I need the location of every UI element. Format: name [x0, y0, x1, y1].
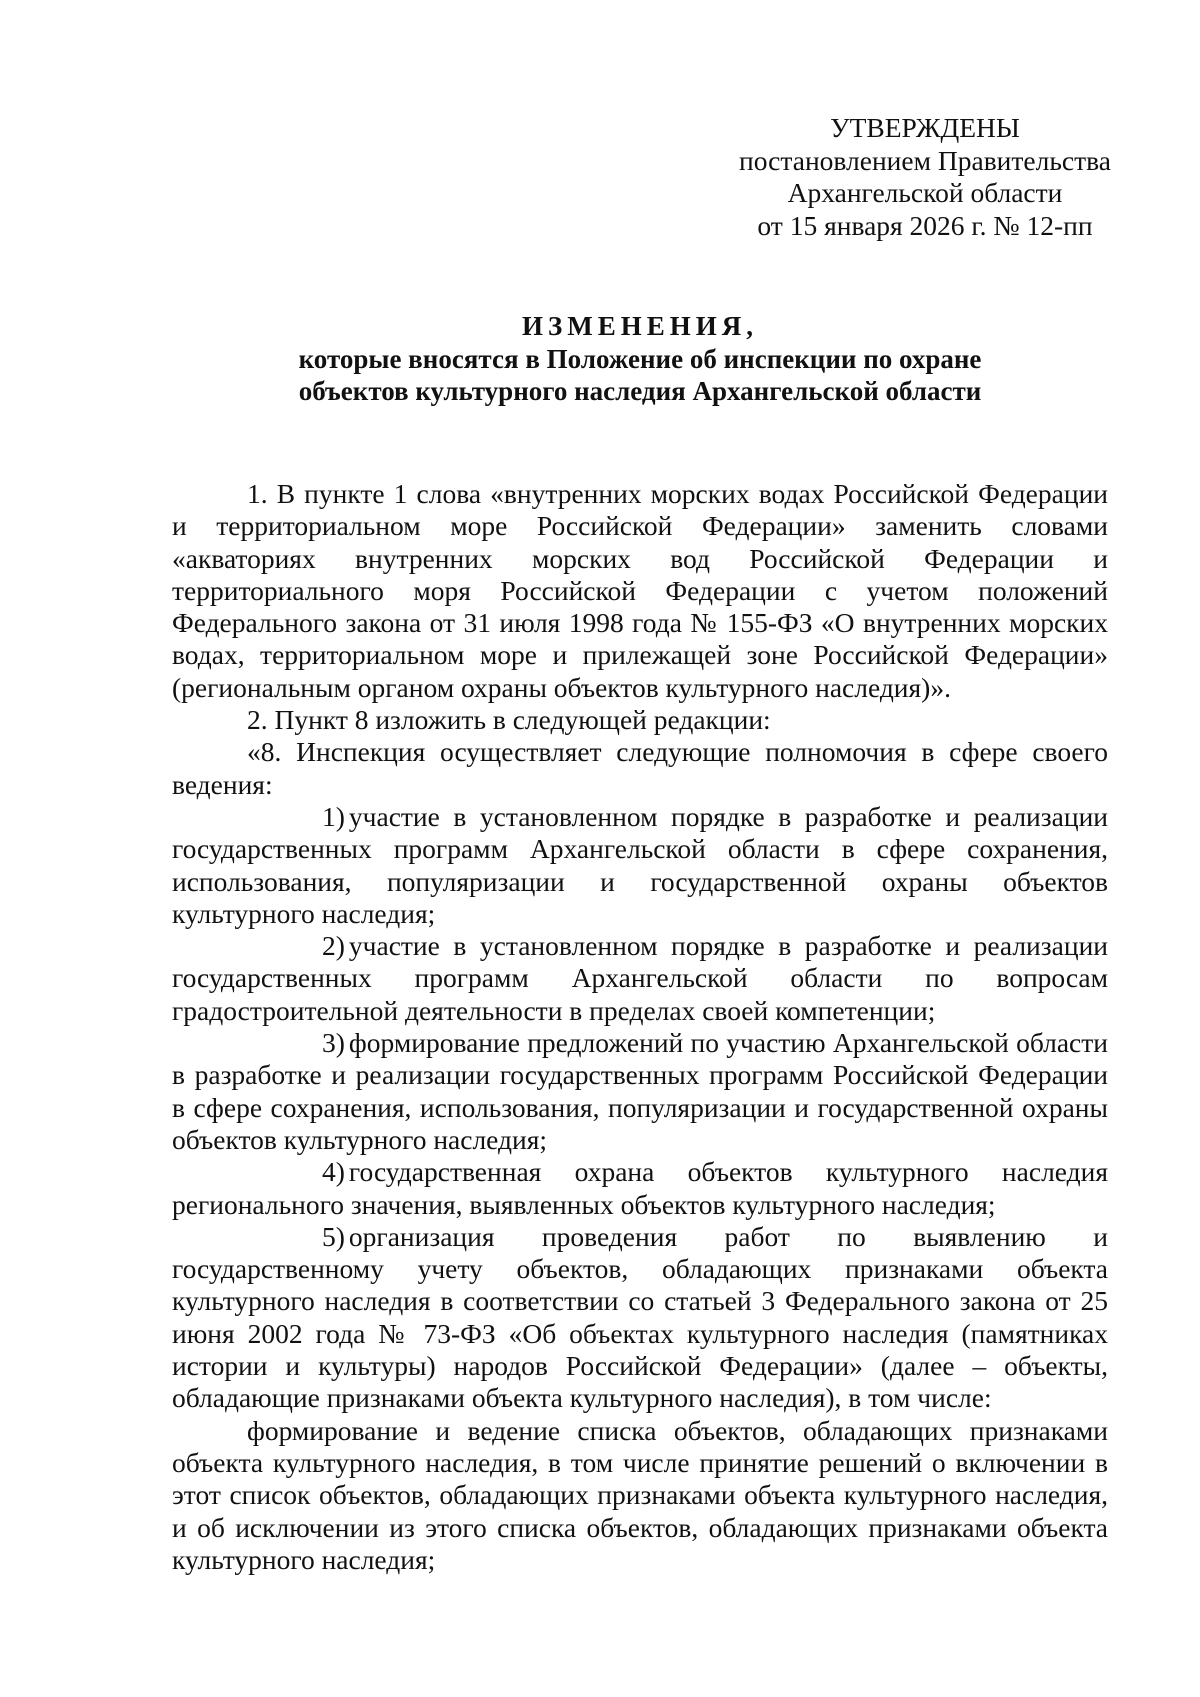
paragraph: 1. В пункте 1 слова «внутренних морских водах Российской Федерации и территориальном море Российской Федерации» заменить словами «акваториях внутренних морских вод Российской Федерации и территориального моря Российской Федерации с учетом положений Федерального закона от 31 июля 1998 года № 155-ФЗ «О внутренних морских водах, территориальном море и прилежащей зоне Российской Федерации» (региональным органом охраны объектов культурного наследия)».: [172, 478, 1108, 703]
list-item-text: участие в установленном порядке в разработке и реализации государственных программ Архангельской области по вопросам градостроительной деятельности в пределах своей компетенции;: [172, 930, 1108, 1026]
list-item-number: 2): [322, 930, 345, 962]
paragraph: формирование и ведение списка объектов, обладающих признаками объекта культурного наследия, в том числе принятие решений о включении в этот список объектов, обладающих признаками объекта культурного наследия, и об исключении из этого списка объектов, обладающих признаками объекта культурного наследия;: [172, 1414, 1108, 1575]
approval-line: постановлением Правительства: [739, 144, 1111, 176]
document-body: [172, 478, 1108, 1576]
approval-stamp: [700, 112, 1150, 242]
approval-date: от 15 января 2026 г. № 12-пп: [757, 209, 1093, 241]
list-item: [172, 801, 1108, 930]
document-heading: [172, 310, 1108, 408]
list-item-number: 5): [322, 1220, 345, 1252]
list-item-text: государственная охрана объектов культурного наследия регионального значения, выявленных объектов культурного наследия;: [172, 1156, 1108, 1220]
list-item: [172, 1221, 1108, 1415]
list-item: [172, 930, 1108, 1027]
paragraph: «8. Инспекция осуществляет следующие полномочия в сфере своего ведения:: [172, 736, 1108, 800]
list-item: [172, 1156, 1108, 1221]
approval-title: УТВЕРЖДЕНЫ: [830, 112, 1020, 143]
list-item-text: формирование предложений по участию Архангельской области в разработке и реализации государственных программ Российской Федерации в сфере сохранения, использования, популяризации и государственной охраны объектов культурного наследия;: [172, 1027, 1108, 1155]
document-subtitle: объектов культурного наследия Архангельской области: [298, 376, 982, 406]
list-item-number: 4): [322, 1156, 345, 1188]
list-item-text: организация проведения работ по выявлению и государственному учету объектов, обладающих признаками объекта культурного наследия в соответствии со статьей 3 Федерального закона от 25 июня 2002 года № 73-ФЗ «Об объектах культурного наследия (памятниках истории и культуры) народов Российской Федерации» (далее – объекты, обладающие признаками объекта культурного наследия), в том числе:: [172, 1220, 1108, 1414]
paragraph: 2. Пункт 8 изложить в следующей редакции:: [247, 704, 771, 736]
approval-line: Архангельской области: [787, 177, 1063, 208]
list-item: [172, 1027, 1108, 1156]
list-item-text: участие в установленном порядке в разработке и реализации государственных программ Архангельской области в сфере сохранения, использования, популяризации и государственной охраны объектов культурного наследия;: [172, 800, 1108, 929]
document-subtitle: которые вносятся в Положение об инспекции по охране: [298, 343, 982, 374]
list-item-number: 3): [322, 1027, 345, 1059]
document-title: ИЗМЕНЕНИЯ,: [521, 311, 758, 341]
list-item-number: 1): [322, 800, 345, 832]
